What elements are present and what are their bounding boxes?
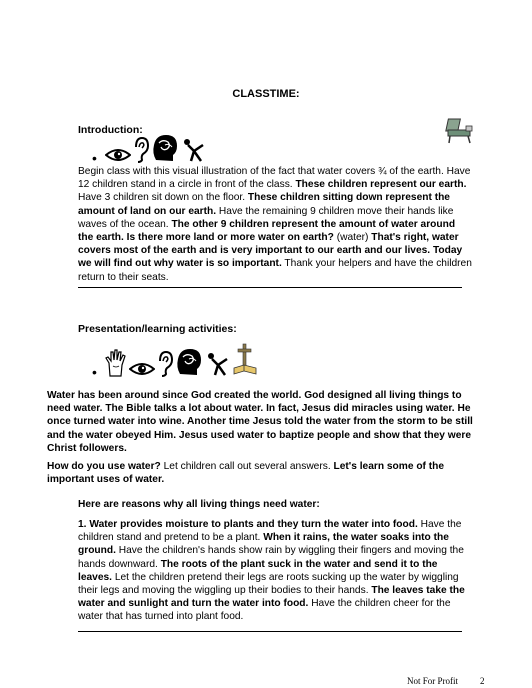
presentation-paragraph-2 — [47, 460, 485, 486]
text-run: Have the children's hands show rain by wiggling their fingers and moving the hands downward. — [78, 545, 464, 570]
bold-text-run: The roots of the plant suck in the water and send it to the leaves. — [78, 558, 438, 583]
bold-text-run: 1. Water provides moisture to plants and they turn the water into food. — [78, 519, 418, 530]
section-divider — [78, 287, 462, 288]
presentation-icon-row — [92, 343, 257, 380]
text-run: Thank your helpers and have the children return to their seats. — [78, 258, 472, 283]
ear-icon — [133, 137, 149, 163]
head-icon — [175, 347, 203, 377]
page-title: CLASSTIME: — [232, 88, 300, 100]
bold-text-run: When it rains, the water soaks into the ground. — [78, 532, 449, 557]
text-run: Let children call out several answers. — [160, 461, 334, 472]
presentation-heading: Presentation/learning activities: — [78, 323, 237, 335]
cross-bible-icon — [233, 343, 257, 377]
text-run: Have 3 children sit down on the floor. — [78, 192, 248, 204]
text-run: (water) — [333, 232, 372, 244]
bold-text-run: That's right, water covers most of the earth and is very important to our earth and our lives. Today we will find out why water is so important. — [78, 232, 463, 270]
bold-text-run: Let's learn some of the important uses of water. — [47, 461, 445, 486]
bullet: • — [92, 150, 97, 166]
bold-text-run: The leaves take the water and sunlight and turn the water into food. — [78, 585, 465, 610]
reasons-heading: Here are reasons why all living things need water: — [78, 499, 320, 510]
text-run: Let the children pretend their legs are roots sucking up the water by wiggling their legs and moving the wiggling up their bodies to their hands. — [78, 571, 459, 597]
eye-icon — [105, 147, 131, 163]
text-run: Begin class with this visual illustration of the fact that water covers ¾ of the earth. Have 12 children stand in a circle in front of the class. — [78, 166, 471, 191]
text-run: Have the children stand and pretend to be a plant. — [78, 519, 462, 544]
text-run: Have the remaining 9 children move their hands like waves of the ocean. — [78, 205, 454, 230]
bold-text-run: The other 9 children represent the amount of water around the earth. Is there more land or more water on earth? — [78, 218, 456, 244]
bold-text-run: How do you use water? — [47, 461, 161, 472]
head-icon — [151, 133, 179, 163]
stretching-person-icon — [181, 137, 207, 163]
intro-paragraph — [78, 165, 472, 284]
footer-label: Not For Profit — [407, 676, 459, 686]
chair-icon — [444, 116, 476, 144]
intro-heading: Introduction: — [78, 124, 143, 136]
reason-1-paragraph — [78, 518, 474, 624]
ear-icon — [157, 351, 173, 377]
page-number: 2 — [480, 676, 485, 686]
text-run: Have the children cheer for the water that has turned into plant food. — [78, 598, 451, 623]
eye-icon — [129, 361, 155, 377]
presentation-paragraph-1: Water has been around since God created the world. God designed all living things to need water. The Bible talks a lot about water. In fact, Jesus did miracles using water. He once turned water into wine. Another time Jesus told the water from the storm to be still and the water obeyed Him. Jesus used water to baptize people and show that they were Christ followers. — [47, 390, 473, 454]
stretching-person-icon — [205, 351, 231, 377]
hand-icon — [105, 349, 127, 377]
bold-text-run: These children represent our earth. — [295, 179, 467, 191]
bullet: • — [92, 364, 97, 380]
bold-text-run: These children sitting down represent the amount of land on our earth. — [78, 192, 450, 217]
intro-icon-row — [92, 133, 207, 166]
section-divider — [78, 631, 462, 632]
